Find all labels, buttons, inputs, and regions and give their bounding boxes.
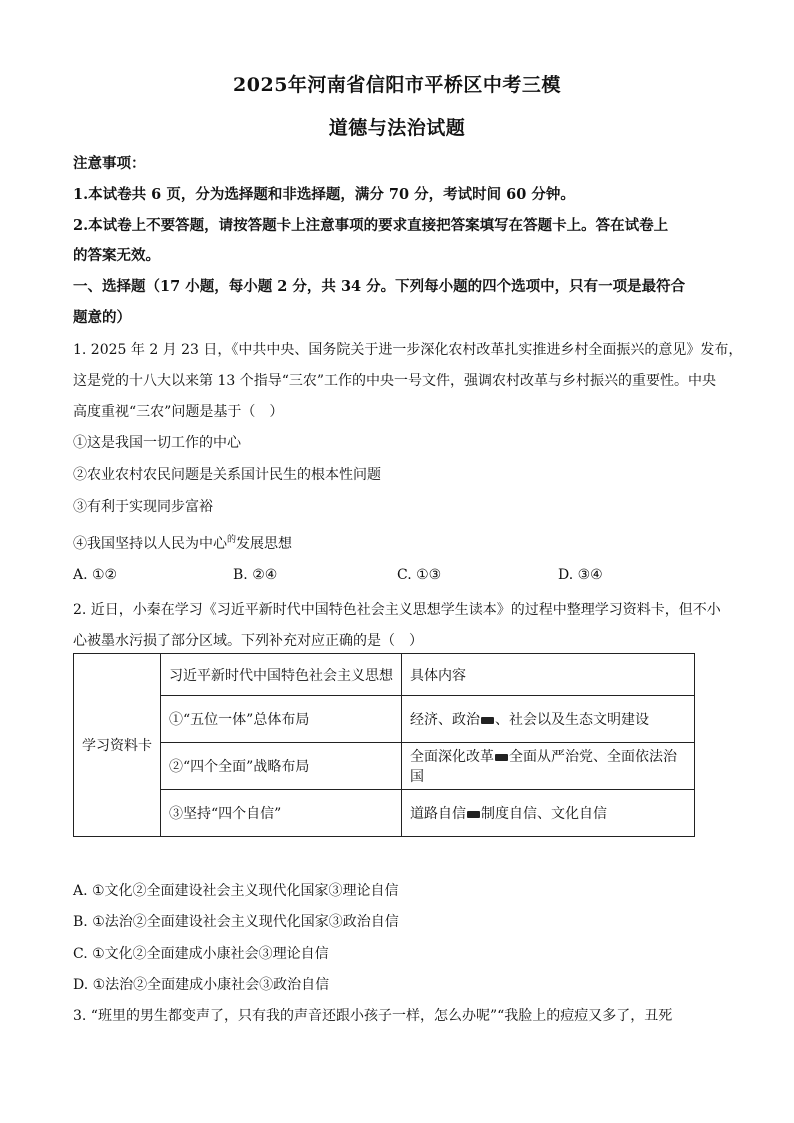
ink-blot — [467, 811, 480, 818]
q1-statement-3: ③有利于实现同步富裕 — [73, 499, 213, 515]
q1-statement-4-part-a: ④我国坚持以人民为中心 — [73, 536, 227, 552]
exam-title: 2025年河南省信阳市平桥区中考三模 — [233, 74, 561, 96]
q2-stem-line-1: 2. 近日，小秦在学习《习近平新时代中国特色社会主义思想学生读本》的过程中整理学习资料卡，但不小 — [73, 602, 721, 618]
table-header-left: 习近平新时代中国特色社会主义思想 — [161, 654, 402, 696]
q1-statement-2: ②农业农村农民问题是关系国计民生的根本性问题 — [73, 467, 381, 483]
q2-stem-line-2: 心被墨水污损了部分区域。下列补充对应正确的是（ ） — [73, 633, 423, 649]
table-row — [74, 654, 695, 696]
r1-text-b: 、社会以及生态文明建设 — [495, 712, 649, 728]
r2-text-b: 全面从严治党、全面依法治国 — [410, 749, 677, 785]
study-card-table — [73, 653, 695, 837]
table-cell-r1-left: ①“五位一体”总体布局 — [161, 696, 402, 743]
q1-statement-1: ①这是我国一切工作的中心 — [73, 435, 241, 451]
q1-option-c[interactable]: C. ①③ — [397, 567, 442, 583]
table-row — [74, 790, 695, 837]
q2-option-b[interactable]: B. ①法治②全面建设社会主义现代化国家③政治自信 — [73, 914, 399, 930]
q1-statement-4 — [73, 532, 723, 553]
notice-item-2-line-2: 的答案无效。 — [73, 247, 160, 264]
table-cell-r3-left: ③坚持“四个自信” — [161, 790, 402, 837]
table-cell-r1-right — [402, 696, 695, 743]
q1-option-a[interactable]: A. ①② — [73, 567, 118, 583]
q1-stem-line-1: 1. 2025 年 2 月 23 日，《中共中央、国务院关于进一步深化农村改革扎实推进乡村全面振兴的意见》发布， — [73, 342, 743, 358]
table-row — [74, 696, 695, 743]
ink-blot — [495, 754, 508, 761]
q1-statement-4-superscript: 的 — [227, 535, 237, 545]
notice-heading: 注意事项： — [73, 155, 146, 172]
table-cell-r3-right — [402, 790, 695, 837]
q3-stem-line-1: 3. “班里的男生都变声了，只有我的声音还跟小孩子一样，怎么办呢”“我脸上的痘痘又多了，丑死 — [73, 1008, 673, 1024]
section-heading-line-2: 题意的） — [73, 309, 131, 326]
table-cell-r2-right — [402, 743, 695, 790]
q2-option-d[interactable]: D. ①法治②全面建成小康社会③政治自信 — [73, 977, 330, 993]
table-row — [74, 743, 695, 790]
notice-item-2-line-1: 2.本试卷上不要答题，请按答题卡上注意事项的要求直接把答案填写在答题卡上。答在试卷上 — [73, 217, 669, 234]
q1-stem-line-2: 这是党的十八大以来第 13 个指导“三农”工作的中央一号文件，强调农村改革与乡村振兴的重要性。中央 — [73, 373, 717, 389]
r1-text-a: 经济、政治 — [410, 712, 480, 728]
q1-option-b[interactable]: B. ②④ — [233, 567, 278, 583]
section-heading-line-1: 一、选择题（17 小题，每小题 2 分，共 34 分。下列每小题的四个选项中，只有一项是最符合 — [73, 278, 686, 295]
exam-subtitle: 道德与法治试题 — [328, 117, 466, 139]
ink-blot — [481, 717, 494, 724]
q2-option-a[interactable]: A. ①文化②全面建设社会主义现代化国家③理论自信 — [73, 883, 399, 899]
notice-item-1: 1.本试卷共 6 页，分为选择题和非选择题，满分 70 分，考试时间 60 分钟。 — [73, 186, 575, 203]
r3-text-b: 制度自信、文化自信 — [481, 806, 607, 822]
study-card-label: 学习资料卡 — [74, 654, 161, 837]
r2-text-a: 全面深化改革 — [410, 749, 494, 765]
r3-text-a: 道路自信 — [410, 806, 466, 822]
q2-option-c[interactable]: C. ①文化②全面建成小康社会③理论自信 — [73, 946, 329, 962]
q1-stem-line-3: 高度重视“三农”问题是基于（ ） — [73, 404, 284, 420]
table-header-right: 具体内容 — [402, 654, 695, 696]
q1-option-d[interactable]: D. ③④ — [558, 567, 603, 583]
table-cell-r2-left: ②“四个全面”战略布局 — [161, 743, 402, 790]
q1-statement-4-part-b: 发展思想 — [236, 536, 293, 552]
